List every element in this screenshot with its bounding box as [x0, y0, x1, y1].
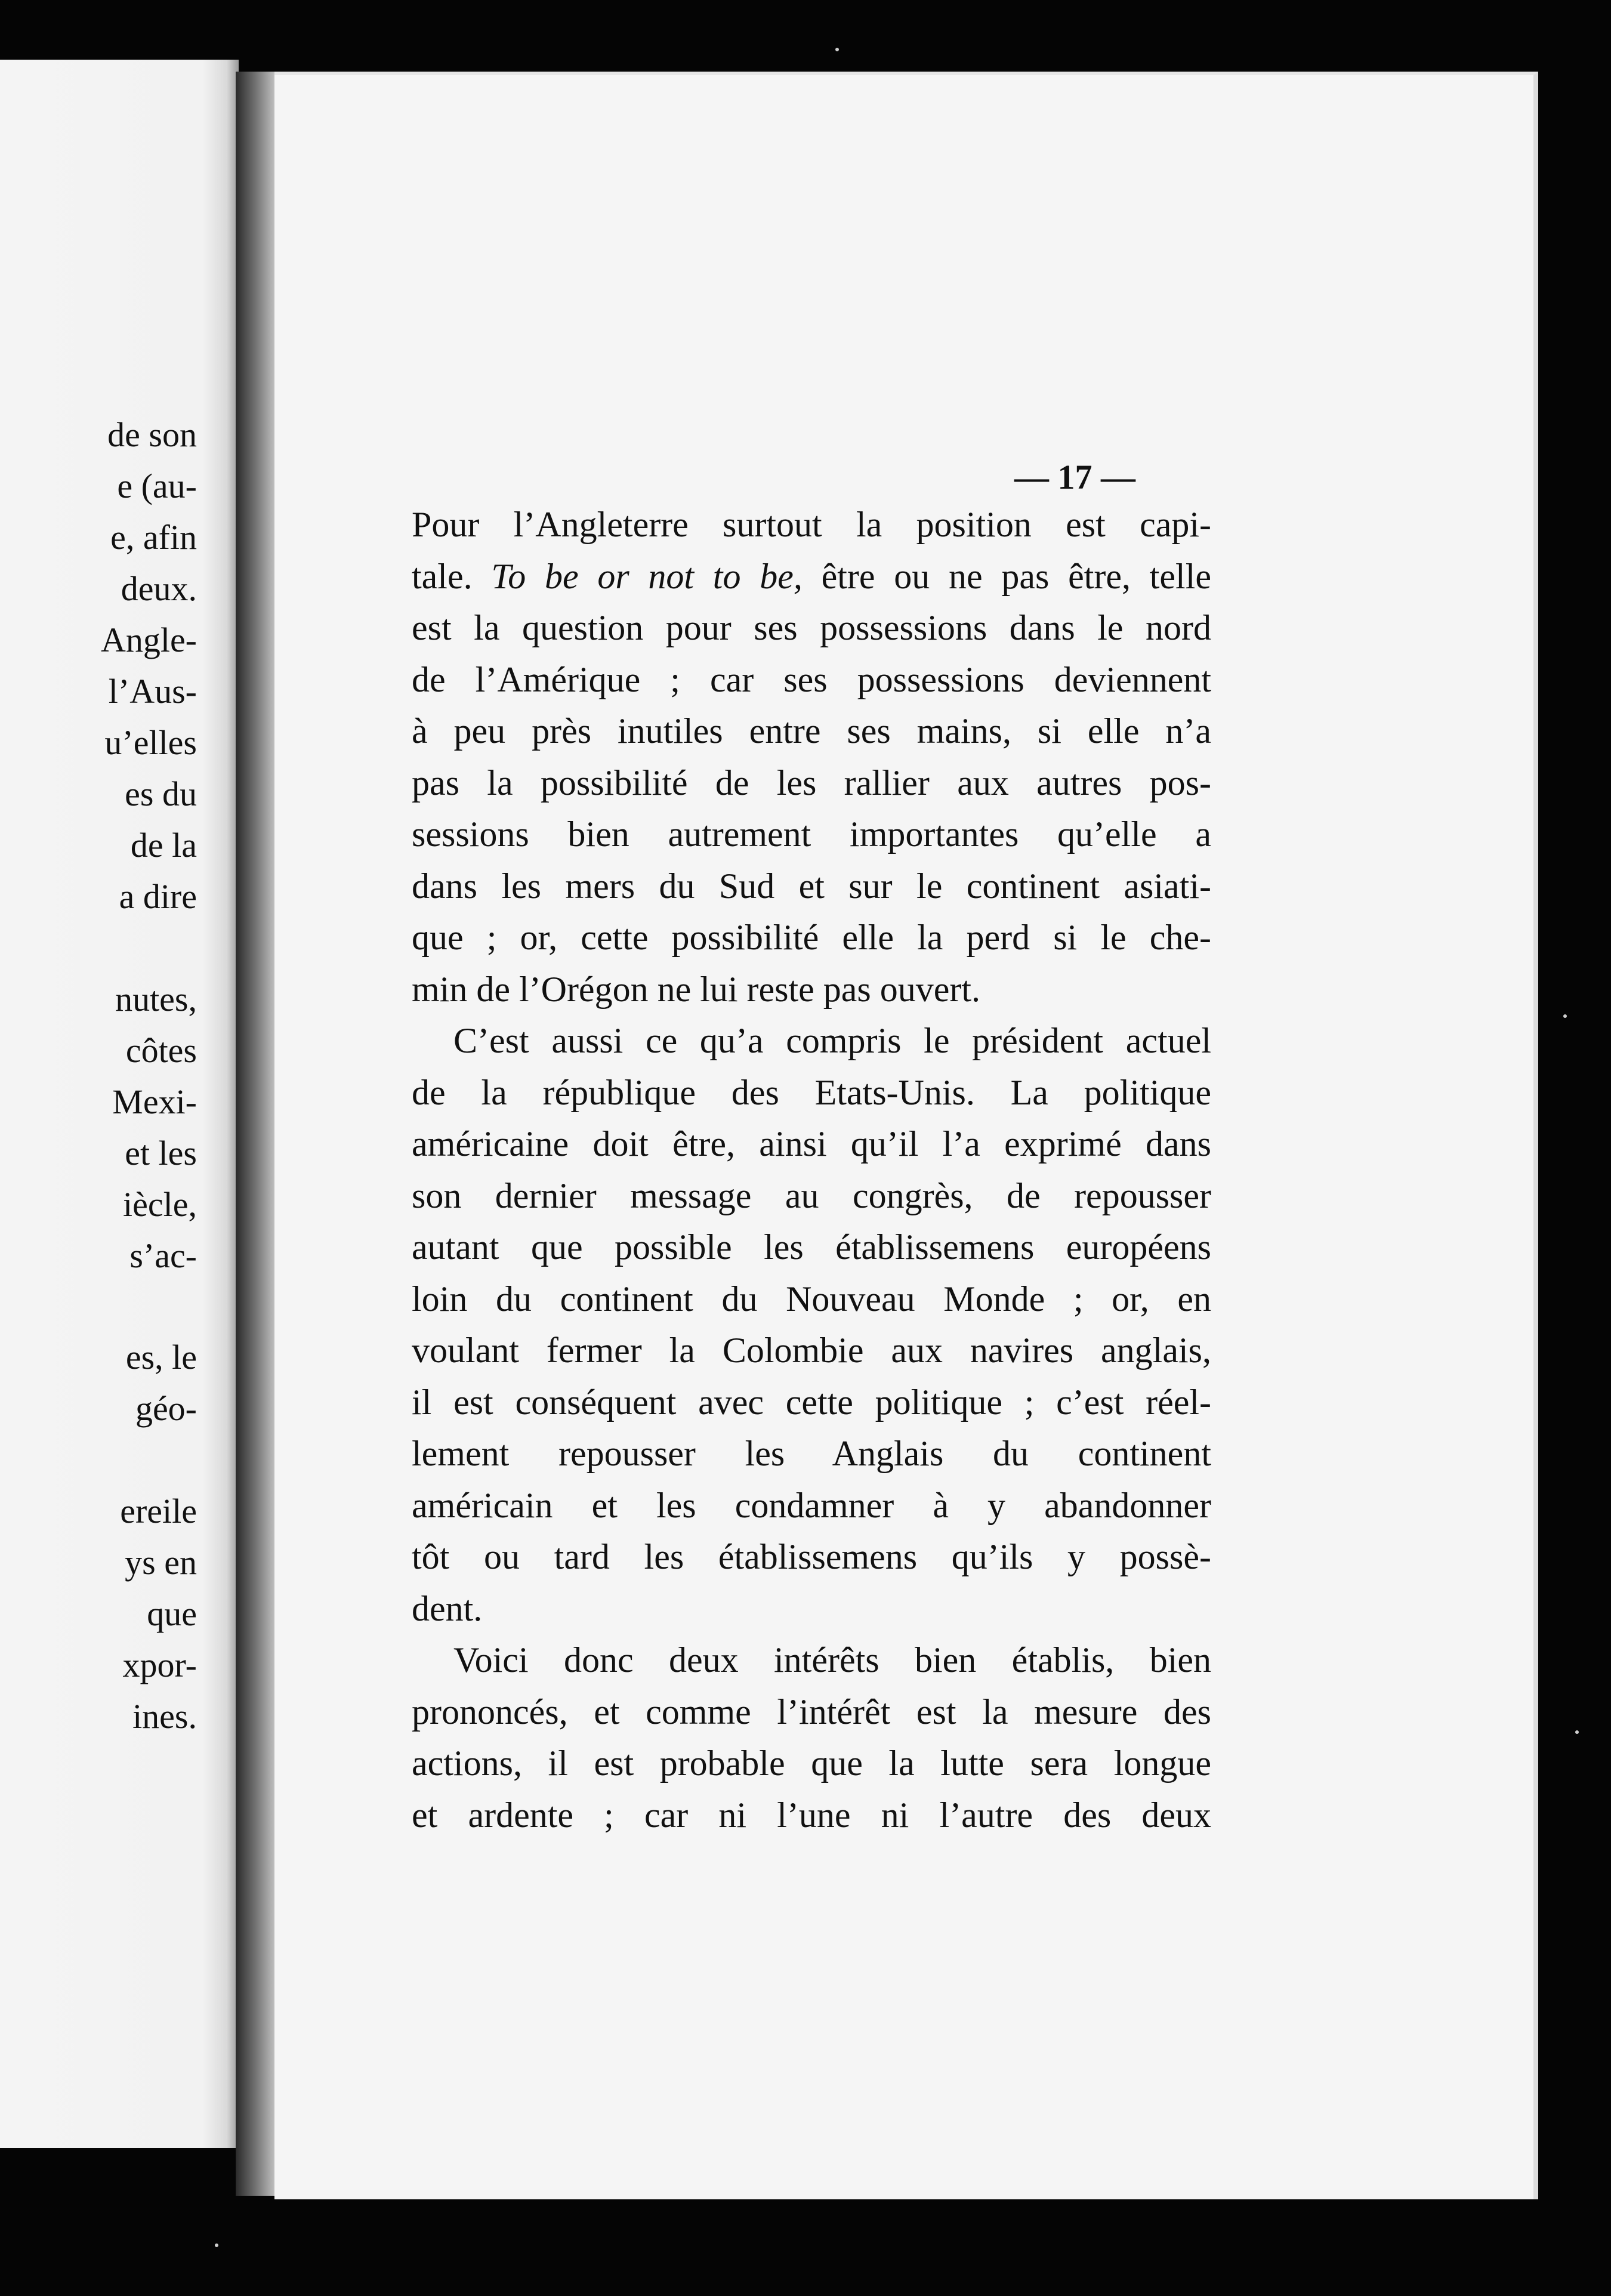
scan-speck [835, 48, 839, 51]
scan-speck [1575, 1730, 1579, 1734]
text-line: tôt ou tard les établissemens qu’ils y possè- [412, 1537, 1211, 1576]
text-line: pas la possibilité de les rallier aux autres pos- [412, 763, 1211, 803]
text-line: lement repousser les Anglais du continent [412, 1434, 1211, 1473]
left-page-line: e (au- [117, 467, 197, 505]
text-line: tale. To be or not to be, être ou ne pas être, telle [412, 556, 1211, 596]
text-line: américain et les condamner à y abandonner [412, 1485, 1211, 1525]
text-line: sessions bien autrement importantes qu’elle a [412, 814, 1211, 854]
text-line: dent. [412, 1588, 483, 1628]
left-page-line: xpor- [122, 1646, 197, 1684]
left-page-line: ines. [132, 1697, 197, 1736]
left-page-line: a dire [119, 877, 197, 916]
right-page [274, 72, 1538, 2199]
left-page-line: e, afin [110, 518, 197, 557]
scan-speck [215, 2243, 218, 2247]
text-line: C’est aussi ce qu’a compris le président actuel [453, 1021, 1211, 1060]
text-line: et ardente ; car ni l’une ni l’autre des deux [412, 1795, 1211, 1835]
left-page-line: géo- [135, 1389, 197, 1428]
text-line: loin du continent du Nouveau Monde ; or, en [412, 1279, 1211, 1319]
left-page-line: iècle, [123, 1185, 197, 1224]
left-page-line: et les [125, 1134, 197, 1172]
left-page-line: Mexi- [112, 1082, 197, 1121]
left-page-line: deux. [121, 569, 197, 608]
page-number: — 17 — [1014, 458, 1135, 496]
text-line: il est conséquent avec cette politique ; c’est réel- [412, 1382, 1211, 1422]
text-line: est la question pour ses possessions dans le nord [412, 608, 1211, 647]
text-line: Voici donc deux intérêts bien établis, bien [453, 1640, 1211, 1680]
text-line: voulant fermer la Colombie aux navires anglais, [412, 1331, 1211, 1370]
text-line: Pour l’Angleterre surtout la position est capi- [412, 505, 1211, 544]
left-page-line: ys en [125, 1543, 197, 1582]
left-page-line: Angle- [100, 621, 197, 659]
left-page-line: es, le [125, 1338, 197, 1377]
left-page-line: nutes, [115, 980, 197, 1019]
left-page-line: de la [130, 826, 197, 865]
left-page-line: que [147, 1594, 197, 1633]
left-page-line: l’Aus- [108, 672, 197, 711]
text-line: min de l’Orégon ne lui reste pas ouvert. [412, 969, 981, 1009]
left-page-line: s’ac- [129, 1236, 197, 1275]
left-page-line: es du [125, 774, 197, 813]
italic-quote: To be or not to be, [491, 556, 803, 596]
scan-speck [1563, 1014, 1567, 1018]
left-page-line: ereile [120, 1492, 197, 1530]
text-line: autant que possible les établissemens européens [412, 1227, 1211, 1267]
text-line: de l’Amérique ; car ses possessions deviennent [412, 659, 1211, 699]
text-line: dans les mers du Sud et sur le continent asiati- [412, 866, 1211, 906]
left-page-line: de son [107, 415, 197, 454]
left-page [0, 60, 239, 2148]
text-line: prononcés, et comme l’intérêt est la mesure des [412, 1692, 1211, 1732]
text-line: américaine doit être, ainsi qu’il l’a exprimé dans [412, 1124, 1211, 1164]
left-page-line: u’elles [104, 723, 197, 762]
text-line: à peu près inutiles entre ses mains, si elle n’a [412, 711, 1211, 751]
text-line: son dernier message au congrès, de repousser [412, 1175, 1211, 1215]
text-line: actions, il est probable que la lutte sera longue [412, 1743, 1211, 1783]
text-line: de la république des Etats-Unis. La politique [412, 1072, 1211, 1112]
left-page-line: côtes [125, 1031, 197, 1070]
text-line: que ; or, cette possibilité elle la perd si le che- [412, 918, 1211, 957]
body-text [412, 499, 1211, 1841]
